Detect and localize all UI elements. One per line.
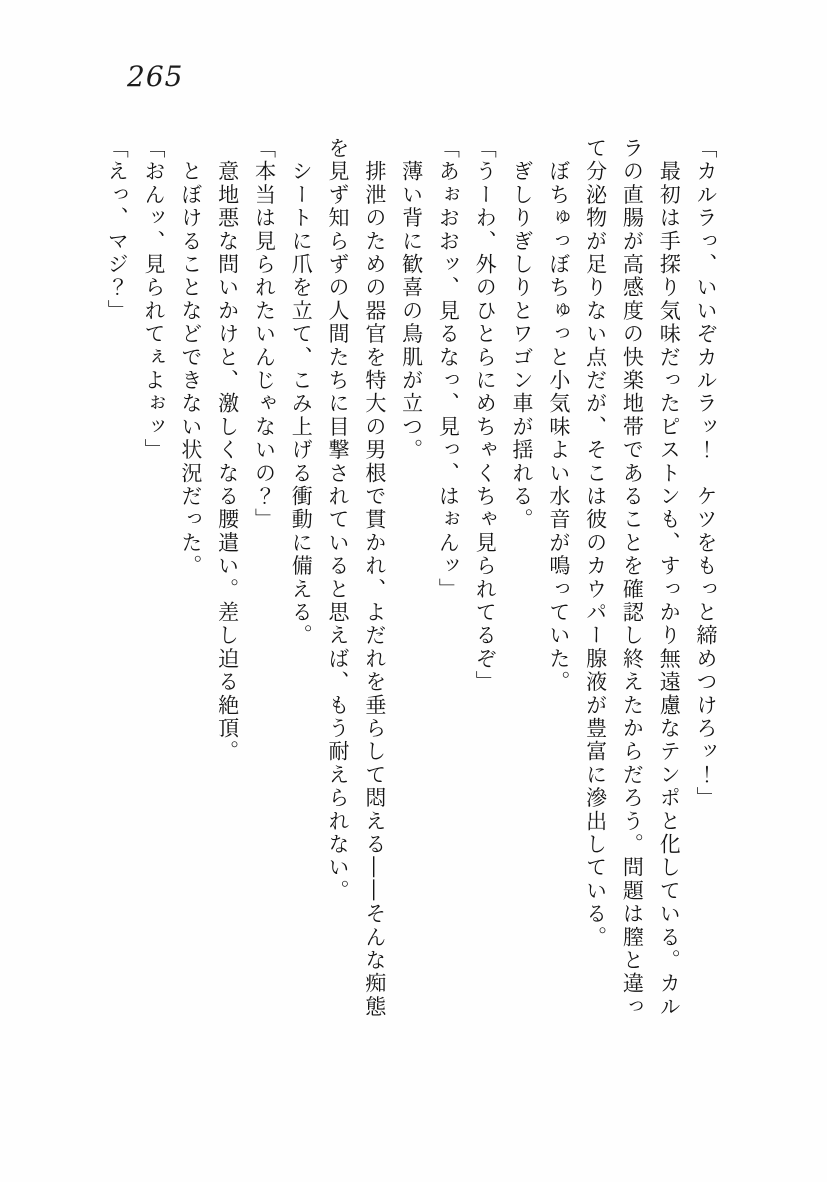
paragraph-narrative-1: 最初は手探り気味だったピストンも、すっかり無遠慮なテンポと化している。カルラの直腸が高感度の快楽地帯であることを確認し終えたからだろう。問題は膣と違って分泌物が足りない点だが、そこは彼のカウパー腺液が豊富に滲出している。 bbox=[583, 137, 682, 1019]
paragraph-narrative-7: 意地悪な問いかけと、激しくなる腰遣い。差し迫る絶頂。 bbox=[215, 137, 240, 764]
paragraph-dialogue-3: 「あぉおおッ、見るなっ、見っ、はぉんッ」 bbox=[436, 137, 461, 601]
page-number: 265 bbox=[127, 60, 184, 93]
paragraph-dialogue-6: 「えっ、マジ？」 bbox=[105, 137, 130, 323]
paragraph-dialogue-2: 「うーわ、外のひとらにめちゃくちゃ見られてるぞ」 bbox=[473, 137, 498, 694]
paragraph-dialogue-5: 「おんッ、見られてぇよぉッ」 bbox=[142, 137, 167, 462]
paragraph-narrative-8: とぼけることなどできない状況だった。 bbox=[178, 137, 203, 578]
paragraph-dialogue-4: 「本当は見られたいんじゃないの？」 bbox=[252, 137, 277, 532]
novel-text-block bbox=[98, 137, 724, 1027]
paragraph-narrative-2: ぼちゅっぼちゅっと小気味よい水音が鳴っていた。 bbox=[546, 137, 571, 694]
paragraph-dialogue-1: 「カルラっ、いいぞカルラッ！ ケツをもっと締めつけろッ！」 bbox=[694, 137, 718, 810]
paragraph-narrative-3: ぎしりぎしりとワゴン車が揺れる。 bbox=[510, 137, 535, 532]
paragraph-narrative-4: 薄い背に歓喜の鳥肌が立つ。 bbox=[399, 137, 424, 462]
paragraph-narrative-6: シートに爪を立て、こみ上げる衝動に備える。 bbox=[289, 137, 314, 648]
paragraph-narrative-5: 排泄のための器官を特大の男根で貫かれ、よだれを垂らして悶える――そんな痴態を見ず知らずの人間たちに目撃されていると思えば、もう耐えられない。 bbox=[326, 137, 387, 1019]
